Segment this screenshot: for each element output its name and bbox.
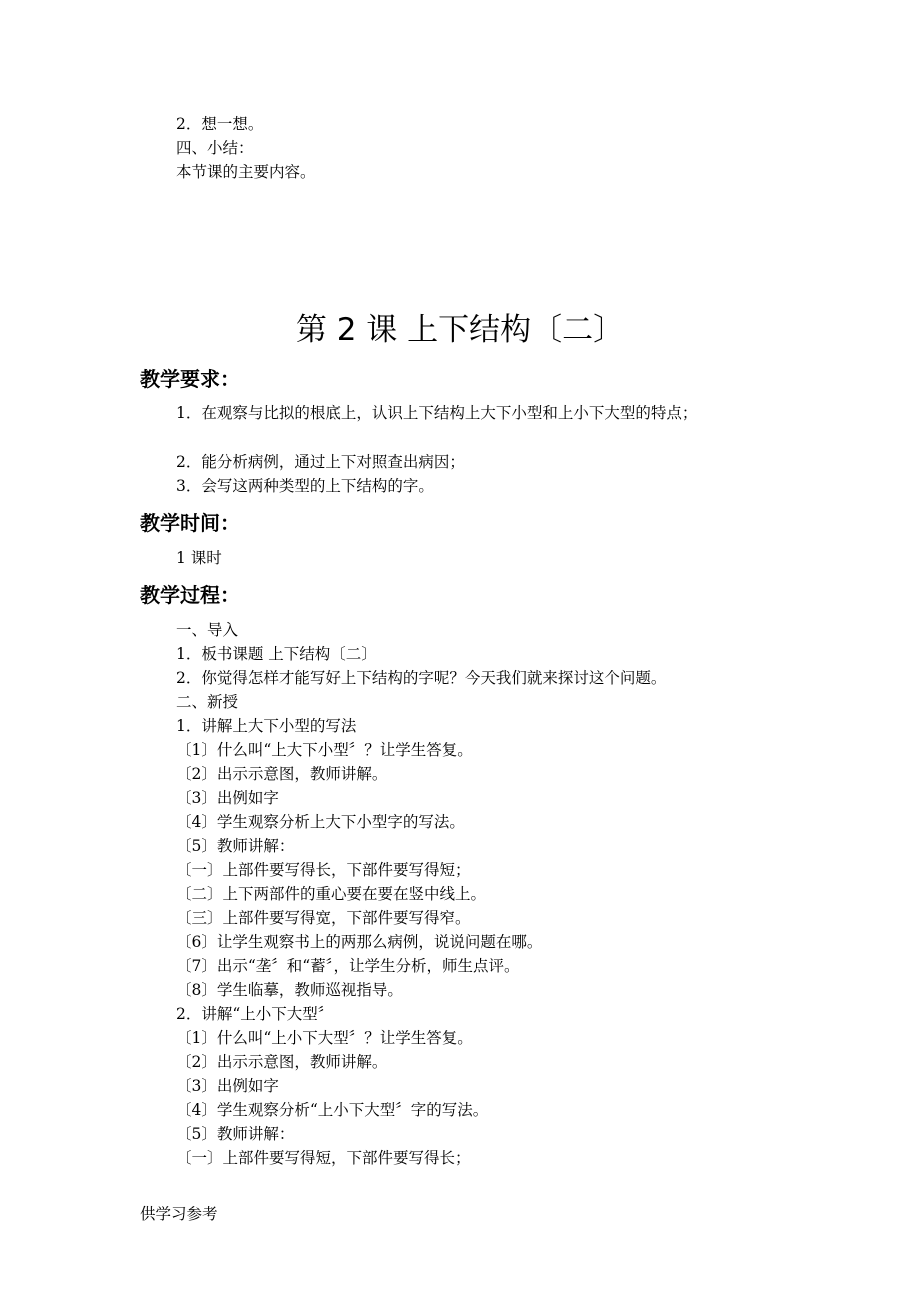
- process-line: 〔4〕学生观察分析上大下小型字的写法。: [176, 813, 465, 831]
- process-line: 1．板书课题 上下结构〔二〕: [176, 645, 377, 663]
- process-line: 〔3〕出例如字: [176, 1077, 279, 1095]
- prev-line-2: 四、小结：: [176, 139, 254, 157]
- process-line: 〔1〕什么叫“上大下小型〞？让学生答复。: [176, 741, 473, 759]
- process-line: 〔2〕出示示意图，教师讲解。: [176, 1053, 388, 1071]
- process-line: 〔8〕学生临摹，教师巡视指导。: [176, 981, 403, 999]
- process-line: 〔5〕教师讲解：: [176, 837, 295, 855]
- process-line: 〔3〕出例如字: [176, 789, 279, 807]
- process-line: 〔5〕教师讲解：: [176, 1125, 295, 1143]
- process-line: 〔三〕上部件要写得宽，下部件要写得窄。: [176, 909, 471, 927]
- process-line: 〔一〕上部件要写得长，下部件要写得短；: [176, 861, 471, 879]
- process-line: 一、导入: [176, 621, 239, 639]
- process-line: 〔1〕什么叫“上小下大型〞？让学生答复。: [176, 1029, 473, 1047]
- process-line: 〔7〕出示“垄〞和“蓄〞，让学生分析，师生点评。: [176, 957, 520, 975]
- process-line: 〔一〕上部件要写得短，下部件要写得长；: [176, 1149, 471, 1167]
- process-line: 2．讲解“上小下大型〞: [176, 1005, 334, 1023]
- requirement-item-2: 2．能分析病例，通过上下对照查出病因；: [176, 453, 465, 471]
- time-heading: 教学时间：: [140, 511, 240, 535]
- page-footer: 供学习参考: [140, 1205, 218, 1223]
- prev-line-1: 2．想一想。: [176, 115, 264, 133]
- prev-line-3: 本节课的主要内容。: [176, 163, 316, 181]
- process-line: 〔2〕出示示意图，教师讲解。: [176, 765, 388, 783]
- process-line: 2．你觉得怎样才能写好上下结构的字呢？今天我们就来探讨这个问题。: [176, 669, 667, 687]
- requirement-item-1: 1．在观察与比拟的根底上，认识上下结构上大下小型和上小下大型的特点；: [176, 404, 698, 422]
- process-line: 二、新授: [176, 693, 239, 711]
- process-heading: 教学过程：: [140, 583, 240, 607]
- time-value: 1 课时: [176, 549, 222, 567]
- process-line: 〔6〕让学生观察书上的两那么病例，说说问题在哪。: [176, 933, 543, 951]
- lesson-title: 第 2 课 上下结构〔二〕: [295, 312, 625, 348]
- process-line: 1．讲解上大下小型的写法: [176, 717, 357, 735]
- process-line: 〔4〕学生观察分析“上小下大型〞字的写法。: [176, 1101, 489, 1119]
- process-line: 〔二〕上下两部件的重心要在要在竖中线上。: [176, 885, 487, 903]
- requirement-item-3: 3．会写这两种类型的上下结构的字。: [176, 477, 434, 495]
- requirements-heading: 教学要求：: [140, 367, 240, 391]
